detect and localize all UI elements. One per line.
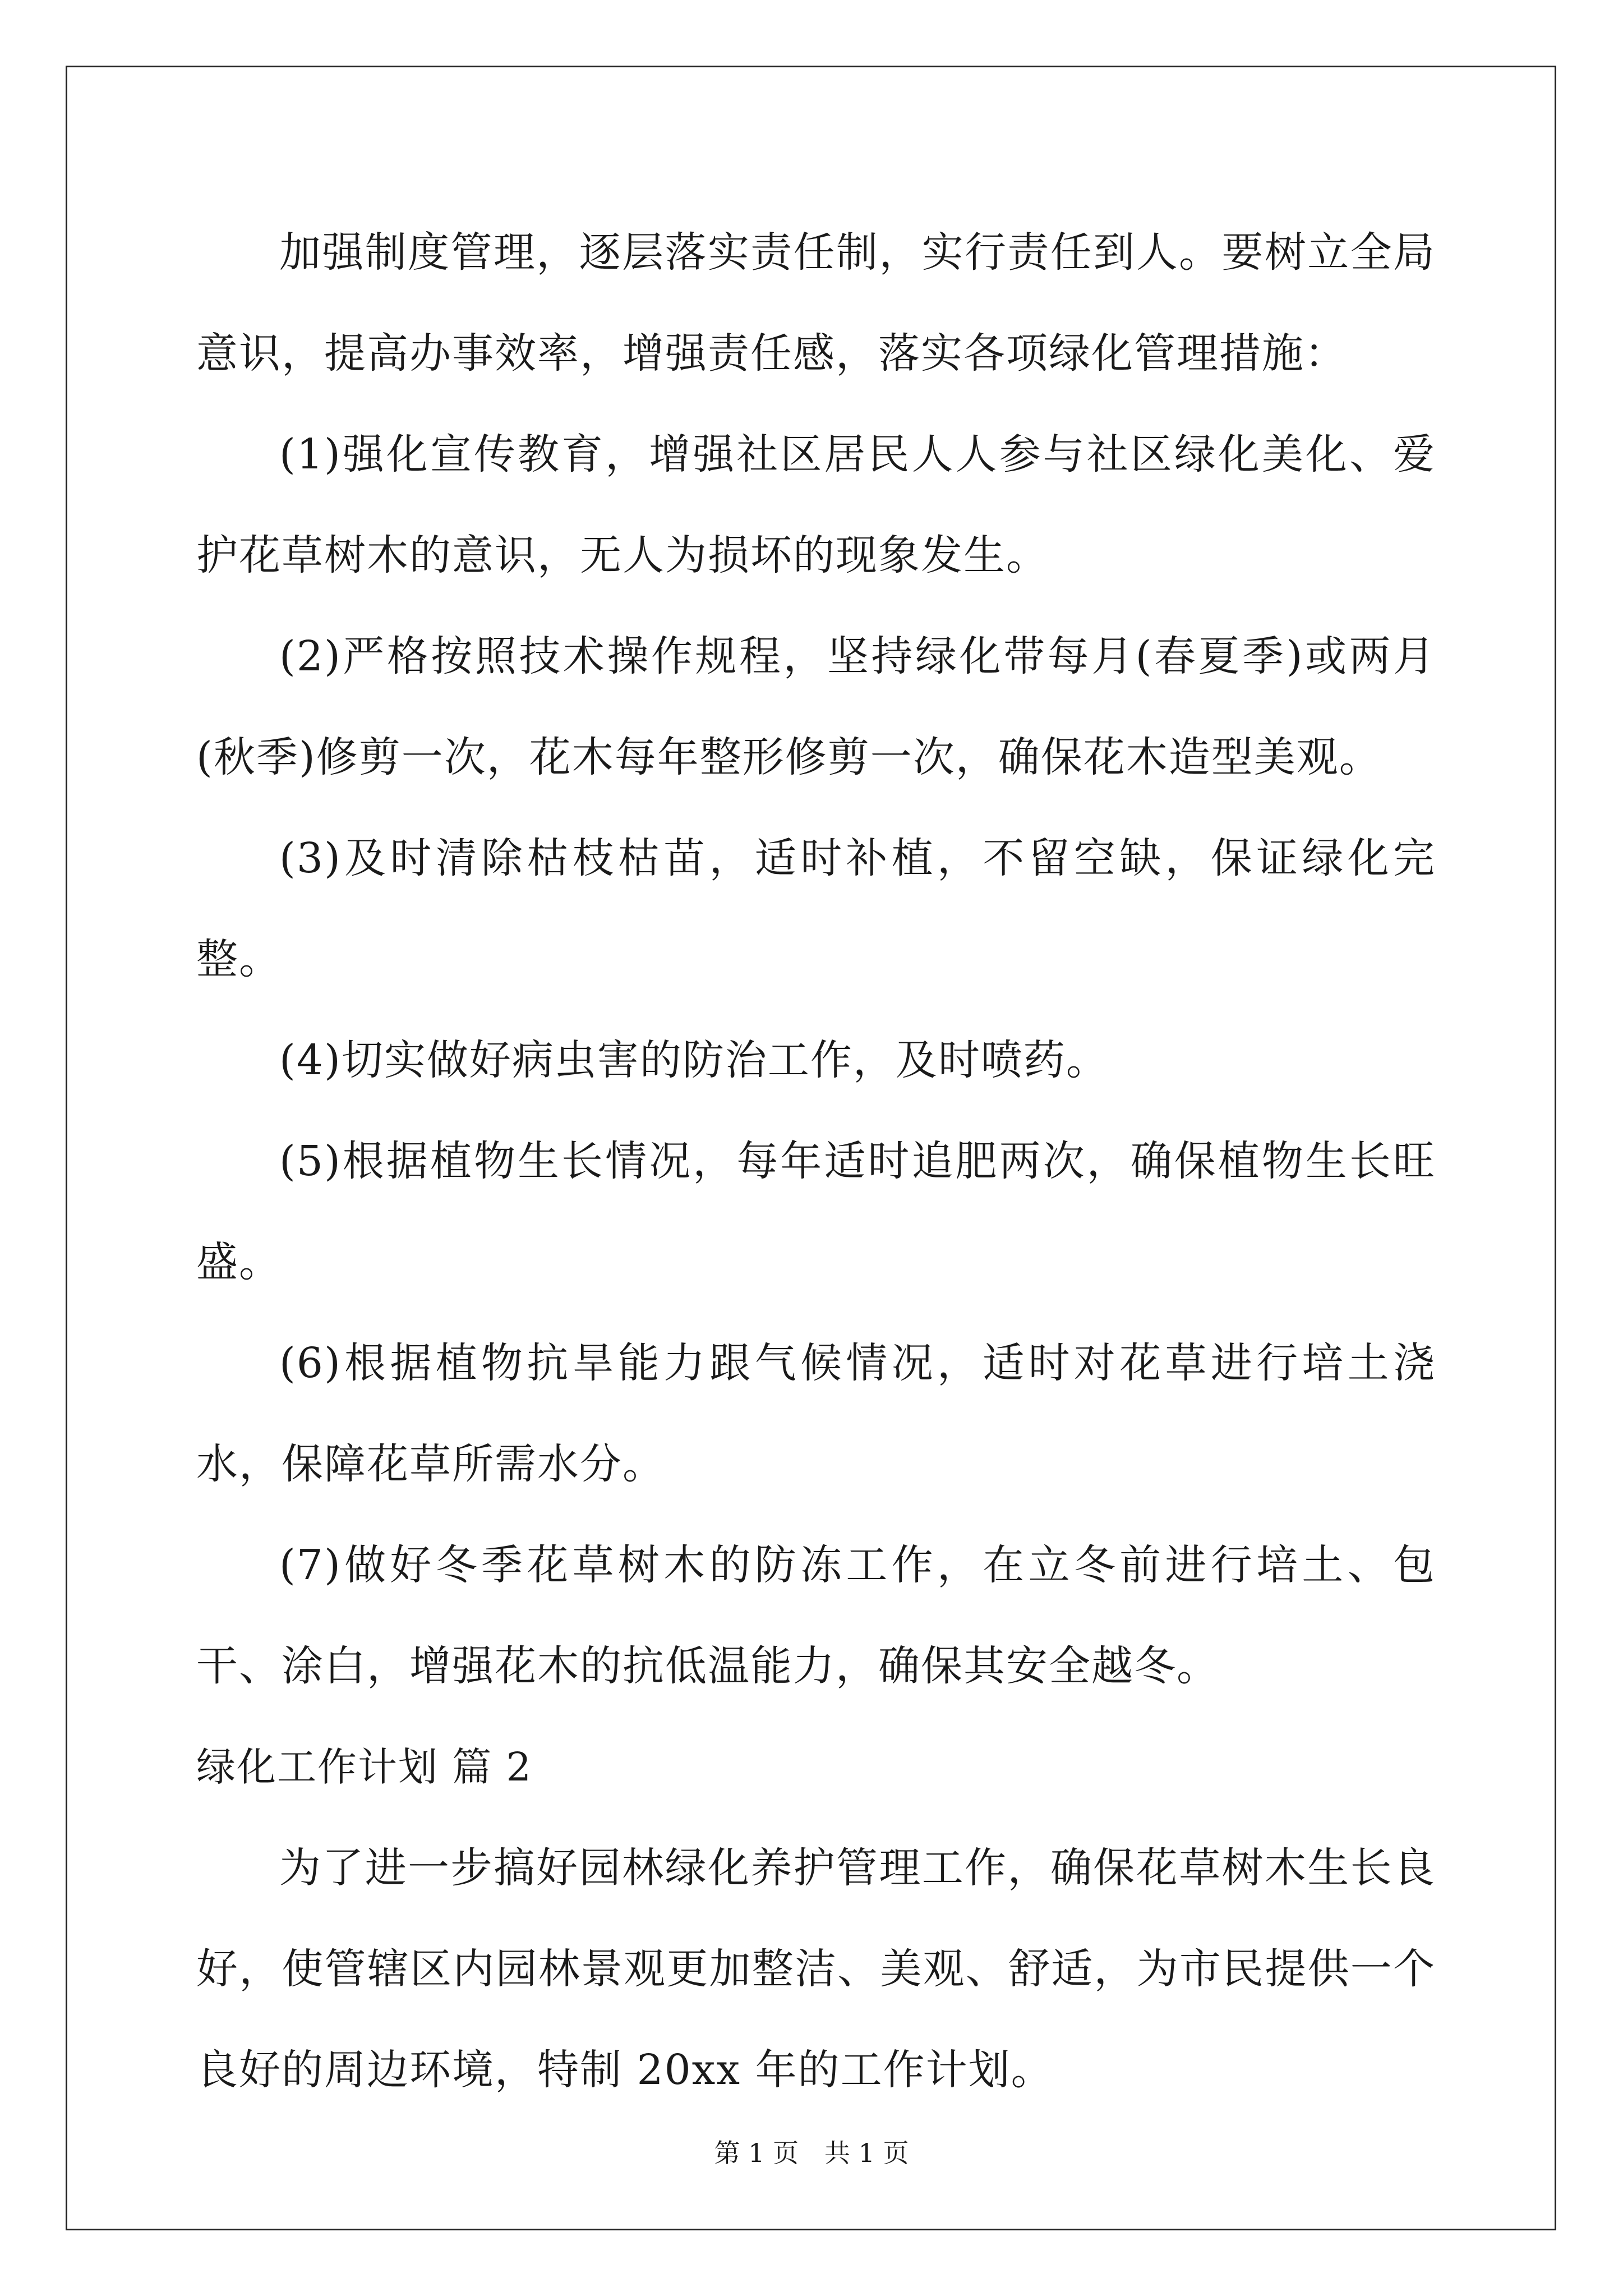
paragraph-section-2-intro: 为了进一步搞好园林绿化养护管理工作，确保花草树木生长良好，使管辖区内园林景观更加整洁、美观、舒适，为市民提供一个良好的周边环境，特制 20xx 年的工作计划。: [196, 1844, 1436, 2094]
paragraph-item-3: (3)及时清除枯枝枯苗，适时补植，不留空缺，保证绿化完整。: [196, 834, 1436, 983]
paragraph-item-4: (4)切实做好病虫害的防治工作，及时喷药。: [279, 1036, 1109, 1084]
paragraph-item-6: (6)根据植物抗旱能力跟气候情况，适时对花草进行培土浇水，保障花草所需水分。: [196, 1339, 1436, 1488]
paragraph-item-2: (2)严格按照技术操作规程，坚持绿化带每月(春夏季)或两月(秋季)修剪一次，花木每年整形修剪一次，确保花木造型美观。: [196, 632, 1436, 781]
paragraph-item-7: (7)做好冬季花草树木的防冻工作，在立冬前进行培土、包干、涂白，增强花木的抗低温能力，确保其安全越冬。: [196, 1541, 1436, 1690]
section-heading: 绿化工作计划 篇 2: [196, 1744, 533, 1790]
paragraph-item-1: (1)强化宣传教育，增强社区居民人人参与社区绿化美化、爱护花草树木的意识，无人为损坏的现象发生。: [196, 430, 1436, 579]
paragraph-item-5: (5)根据植物生长情况，每年适时追肥两次，确保植物生长旺盛。: [196, 1137, 1436, 1286]
document-body: [196, 202, 1436, 2120]
page-number-footer: 第 1 页 共 1 页: [714, 2138, 909, 2168]
paragraph-intro: 加强制度管理，逐层落实责任制，实行责任到人。要树立全局意识，提高办事效率，增强责任感，落实各项绿化管理措施：: [196, 228, 1436, 378]
